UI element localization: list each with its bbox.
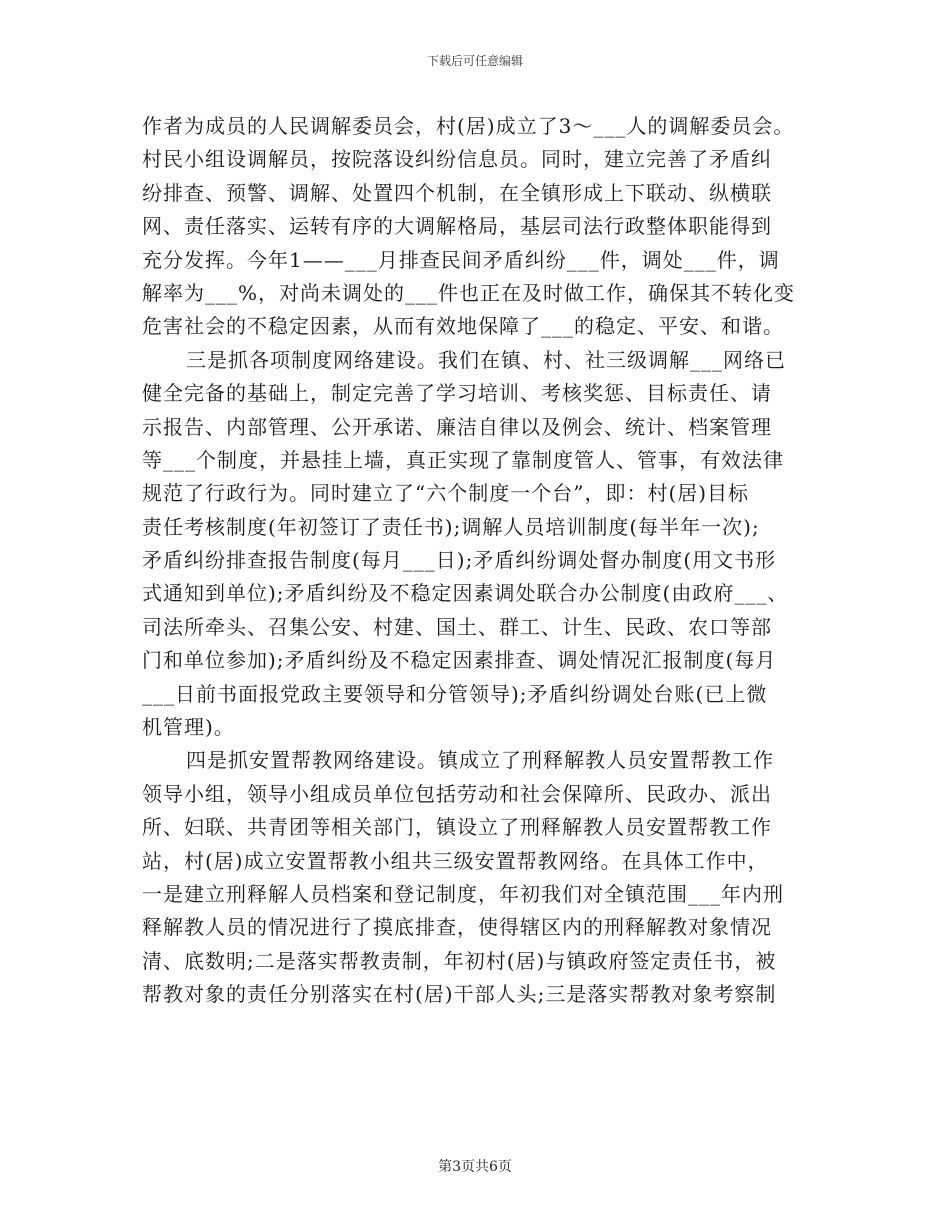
- text-line: 示报告、内部管理、公开承诺、廉洁自律以及例会、统计、档案管理: [142, 414, 772, 439]
- text-line: 站，村(居)成立安置帮教小组共三级安置帮教网络。在具体工作中，: [142, 848, 769, 873]
- text-line: 网、责任落实、运转有序的大调解格局，基层司法行政整体职能得到: [142, 214, 772, 239]
- text-line: 村民小组设调解员，按院落设纠纷信息员。同时，建立完善了矛盾纠: [142, 147, 772, 172]
- paragraph: [142, 744, 810, 1011]
- text-line: 解率为___%，对尚未调处的___件也正在及时做工作，确保其不转化变: [142, 280, 796, 305]
- text-line: 健全完备的基础上，制定完善了学习培训、考核奖惩、目标责任、请: [142, 381, 772, 406]
- text-line: 门和单位参加);矛盾纠纷及不稳定因素排查、调处情况汇报制度(每月: [142, 648, 777, 673]
- paragraph: [142, 110, 810, 344]
- page-number: 第3页共6页: [438, 1159, 512, 1175]
- text-line: 危害社会的不稳定因素，从而有效地保障了___的稳定、平安、和谐。: [142, 314, 784, 339]
- text-line: 责任考核制度(年初签订了责任书);调解人员培训制度(每半年一次);: [142, 514, 760, 539]
- document-body: [142, 110, 810, 1012]
- text-line: 三是抓各项制度网络建设。我们在镇、村、社三级调解___网络已: [186, 347, 786, 372]
- text-line: 机管理)。: [142, 715, 235, 740]
- text-line: 作者为成员的人民调解委员会，村(居)成立了3～___人的调解委员会。: [142, 114, 795, 138]
- text-line: 式通知到单位);矛盾纠纷及不稳定因素调处联合办公制度(由政府___、: [142, 581, 789, 606]
- text-line: 所、妇联、共青团等相关部门，镇设立了刑释解教人员安置帮教工作: [142, 815, 772, 840]
- text-line: 帮教对象的责任分别落实在村(居)干部人头;三是落实帮教对象考察制: [142, 982, 777, 1007]
- text-line: 司法所牵头、召集公安、村建、国土、群工、计生、民政、农口等部: [142, 614, 772, 639]
- page-header-note: 下载后可任意编辑: [426, 54, 523, 68]
- text-line: 一是建立刑释解人员档案和登记制度，年初我们对全镇范围___年内刑: [142, 881, 784, 906]
- text-line: 领导小组，领导小组成员单位包括劳动和社会保障所、民政办、派出: [142, 781, 772, 806]
- text-line: 清、底数明;二是落实帮教责制，年初村(居)与镇政府签定责任书，被: [142, 948, 777, 973]
- text-line: 矛盾纠纷排查报告制度(每月___日);矛盾纠纷调处督办制度(用文书形: [142, 548, 777, 573]
- text-line: ___日前书面报党政主要领导和分管领导);矛盾纠纷调处台账(已上微: [142, 681, 768, 706]
- text-line: 纷排查、预警、调解、处置四个机制，在全镇形成上下联动、纵横联: [142, 180, 772, 205]
- text-line: 充分发挥。今年1——___月排查民间矛盾纠纷___件，调处___件，调: [142, 247, 780, 272]
- text-line: 规范了行政行为。同时建立了“六个制度一个台”，即：村(居)目标: [142, 481, 750, 506]
- text-line: 释解教人员的情况进行了摸底排查，使得辖区内的刑释解教对象情况: [142, 915, 772, 940]
- paragraph: [142, 344, 810, 745]
- text-line: 四是抓安置帮教网络建设。镇成立了刑释解教人员安置帮教工作: [186, 748, 774, 773]
- text-line: 等___个制度，并悬挂上墙，真正实现了靠制度管人、管事，有效法律: [142, 447, 784, 472]
